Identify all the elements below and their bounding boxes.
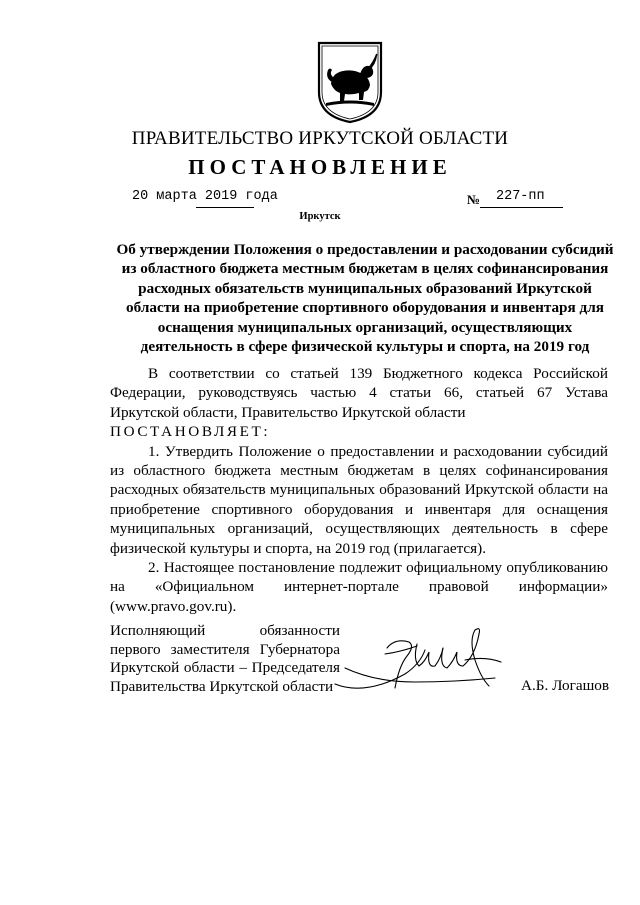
signatory-name: А.Б. Логашов — [521, 677, 610, 694]
item-1: 1. Утвердить Положение о предоставлении и расходовании субсидий из областного бюджета местным бюджетам в целях софинансирования расходных обязательств муниципальных образований Иркутской области на приобретение спортивного оборудования и инвентаря для оснащения муниципальных организаций, осуществляющих деятельность в сфере физической культуры и спорта, на 2019 год (прилагается). — [110, 442, 608, 557]
role-line: Правительства Иркутской области — [110, 677, 334, 695]
preamble: В соответствии со статьей 139 Бюджетного кодекса Российской Федерации, руководствуясь частью 4 статьи 66, статьей 67 Устава Иркутской области, Правительство Иркутской области — [110, 365, 608, 421]
document-date: 20 марта 2019 года — [132, 189, 278, 204]
number-sign: № — [467, 192, 481, 207]
date-underline — [196, 207, 254, 208]
role-line: Иркутской области – Председателя — [110, 659, 340, 677]
document-number: 227-пп — [496, 189, 545, 204]
government-name: ПРАВИТЕЛЬСТВО ИРКУТСКОЙ ОБЛАСТИ — [131, 128, 509, 149]
item-2: 2. Настоящее постановление подлежит официальному опубликованию на «Официальном интернет-портале правовой информации» — [110, 559, 608, 596]
resolves-heading: ПОСТАНОВЛЯЕТ: — [110, 423, 271, 441]
item-2-link: (www.pravo.gov.ru). — [110, 597, 237, 615]
document-body — [110, 364, 608, 616]
role-line: Исполняющий обязанности — [110, 622, 340, 639]
city: Иркутск — [299, 211, 341, 222]
document-title: Об утверждении Положения о предоставлении и расходовании субсидий из областного бюджета местным бюджетам в целях софинансирования расходных обязательств муниципальных образований Иркутской области на приобретение спортивного оборудования и инвентаря для оснащения муниципальных организаций, осуществляющих деятельность в сфере физической культуры и спорта, на 2019 год — [116, 241, 614, 356]
coat-of-arms-icon — [316, 40, 384, 124]
signatory-role — [110, 622, 340, 696]
role-line: первого заместителя Губернатора — [110, 640, 340, 658]
number-underline — [480, 207, 563, 208]
document-type: ПОСТАНОВЛЕНИЕ — [188, 155, 452, 179]
handwritten-signature — [325, 616, 525, 716]
